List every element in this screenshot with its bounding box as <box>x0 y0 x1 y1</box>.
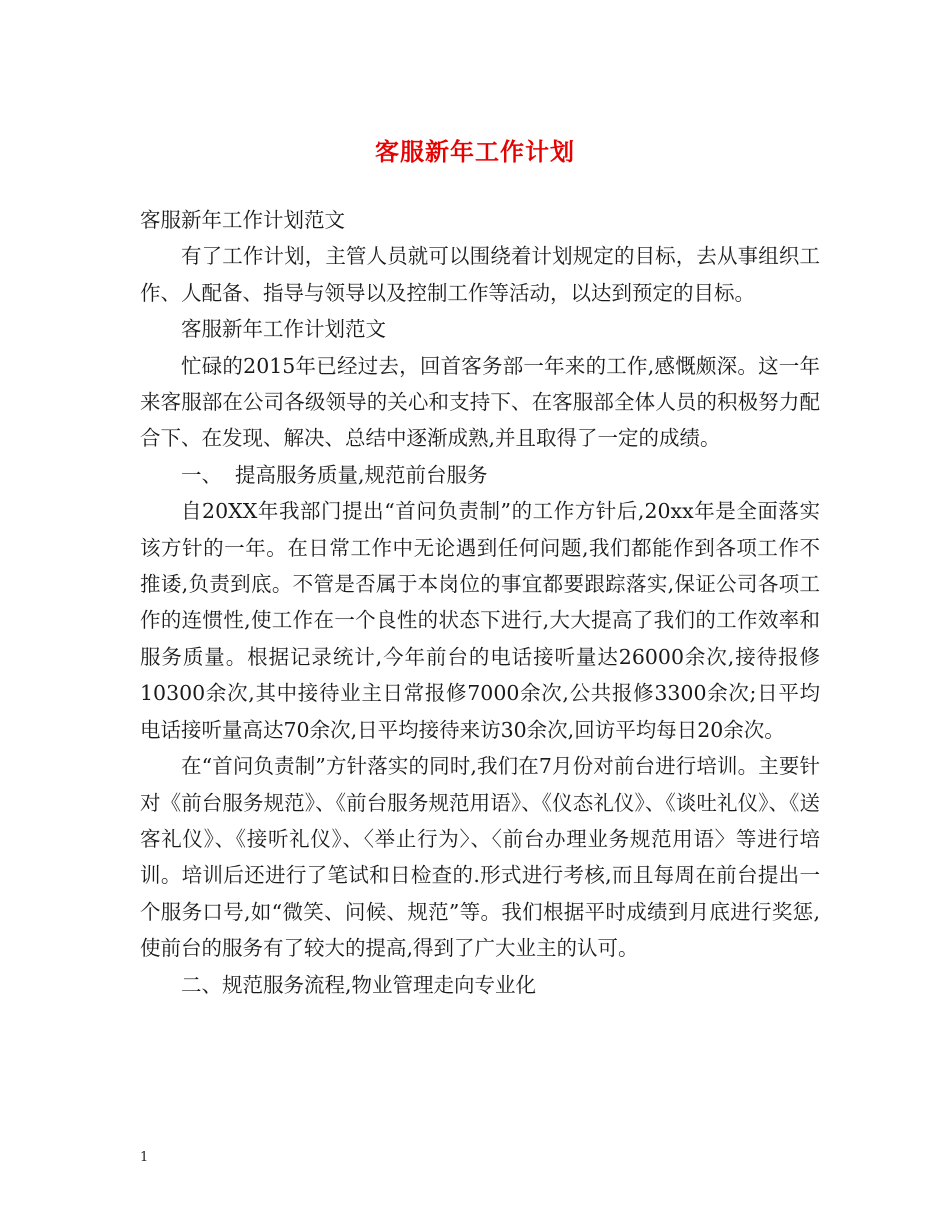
paragraph-review: 忙碌的2015年已经过去，回首客务部一年来的工作,感慨颇深。这一年来客服部在公司各级领导的关心和支持下、在客服部全体人员的积极努力配合下、在发现、解决、总结中逐渐成熟,并且取得了一定的成绩。 <box>140 353 820 451</box>
paragraph-training: 在“首问负责制”方针落实的同时,我们在7月份对前台进行培训。主要针对《前台服务规范》、《前台服务规范用语》、《仪态礼仪》、《谈吐礼仪》、《送客礼仪》、《接听礼仪》、〈举止行为〉、〈前台办理业务规范用语〉等进行培训。培训后还进行了笔试和日检查的.形式进行考核,而且每周在前台提出一个服务口号,如“微笑、问候、规范”等。我们根据平时成绩到月底进行奖惩,使前台的服务有了较大的提高,得到了广大业主的认可。 <box>140 754 820 961</box>
paragraph-intro: 有了工作计划，主管人员就可以围绕着计划规定的目标，去从事组织工作、人配备、指导与领导以及控制工作等活动，以达到预定的目标。 <box>140 244 820 305</box>
document-body <box>140 202 820 1003</box>
section-heading-2: 二、规范服务流程,物业管理走向专业化 <box>181 972 537 997</box>
paragraph-heading: 客服新年工作计划范文 <box>181 317 386 342</box>
page-number: 1 <box>140 1150 149 1165</box>
paragraph-first-responsibility: 自20XX年我部门提出“首问负责制”的工作方针后,20xx年是全面落实该方针的一年。在日常工作中无论遇到任何问题,我们都能作到各项工作不推诿,负责到底。不管是否属于本岗位的事宜都要跟踪落实,保证公司各项工作的连惯性,使工作在一个良性的状态下进行,大大提高了我们的工作效率和服务质量。根据记录统计,今年前台的电话接听量达26000余次,接待报修10300余次,其中接待业主日常报修7000余次,公共报修3300余次;日平均电话接听量高达70余次,日平均接待来访30余次,回访平均每日20余次。 <box>140 499 820 742</box>
document-subtitle: 客服新年工作计划范文 <box>140 208 345 232</box>
section-heading-1: 一、 提高服务质量,规范前台服务 <box>181 462 488 487</box>
document-title: 客服新年工作计划 <box>375 137 575 166</box>
